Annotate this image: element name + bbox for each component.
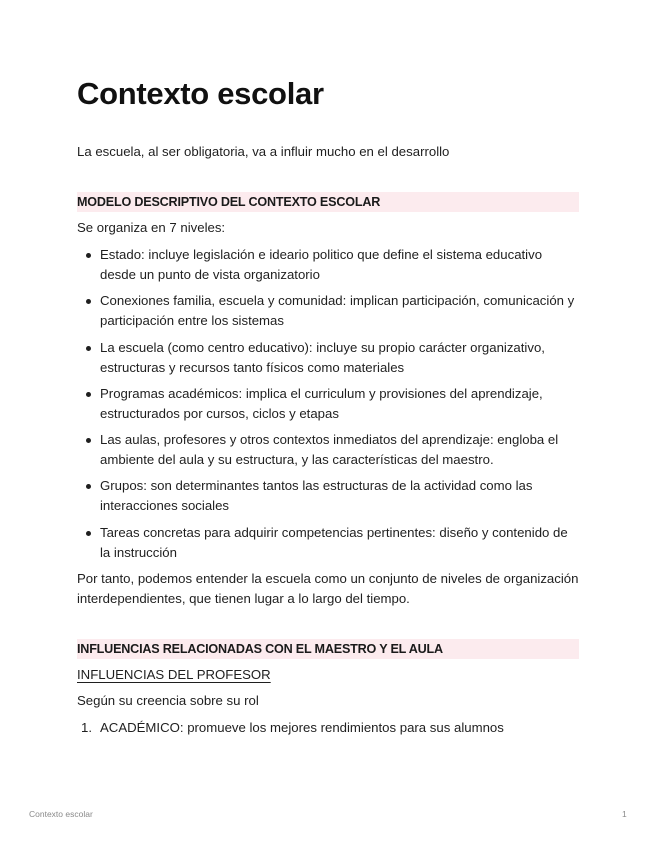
footer-page-number: 1	[622, 809, 627, 819]
item-number: 1.	[81, 720, 92, 735]
subheading-influencias-profesor: INFLUENCIAS DEL PROFESOR	[77, 667, 271, 682]
section-heading-influencias: INFLUENCIAS RELACIONADAS CON EL MAESTRO Y EL AULA	[77, 639, 579, 659]
item-text: ACADÉMICO: promueve los mejores rendimientos para sus alumnos	[100, 720, 504, 735]
list-item: Tareas concretas para adquirir competencias pertinentes: diseño y contenido de la instrucción	[77, 523, 579, 563]
list-item: Programas académicos: implica el curriculum y provisiones del aprendizaje, estructurados por cursos, ciclos y etapas	[77, 384, 579, 424]
section-heading-modelo: MODELO DESCRIPTIVO DEL CONTEXTO ESCOLAR	[77, 192, 579, 212]
section1-conclusion: Por tanto, podemos entender la escuela como un conjunto de niveles de organización interdependientes, que tienen lugar a lo largo del tiempo.	[77, 571, 579, 606]
list-item: Estado: incluye legislación e ideario politico que define el sistema educativo desde un punto de vista organizatorio	[77, 245, 579, 285]
list-item: La escuela (como centro educativo): incluye su propio carácter organizativo, estructuras y recursos tanto físicos como materiales	[77, 338, 579, 378]
numbered-item	[77, 718, 579, 738]
roles-list	[77, 718, 579, 738]
list-item: Las aulas, profesores y otros contextos inmediatos del aprendizaje: engloba el ambiente del aula y su estructura, y las características del maestro.	[77, 430, 579, 470]
section1-lead: Se organiza en 7 niveles:	[77, 220, 226, 235]
list-item: Grupos: son determinantes tantos las estructuras de la actividad como las interacciones sociales	[77, 476, 579, 516]
intro-paragraph: La escuela, al ser obligatoria, va a influir mucho en el desarrollo	[77, 144, 450, 159]
levels-list	[77, 245, 579, 569]
list-item: Conexiones familia, escuela y comunidad: implican participación, comunicación y participación entre los sistemas	[77, 291, 579, 331]
page-title: Contexto escolar	[77, 76, 324, 111]
footer-document-label: Contexto escolar	[29, 809, 93, 819]
section2-lead: Según su creencia sobre su rol	[77, 693, 259, 708]
